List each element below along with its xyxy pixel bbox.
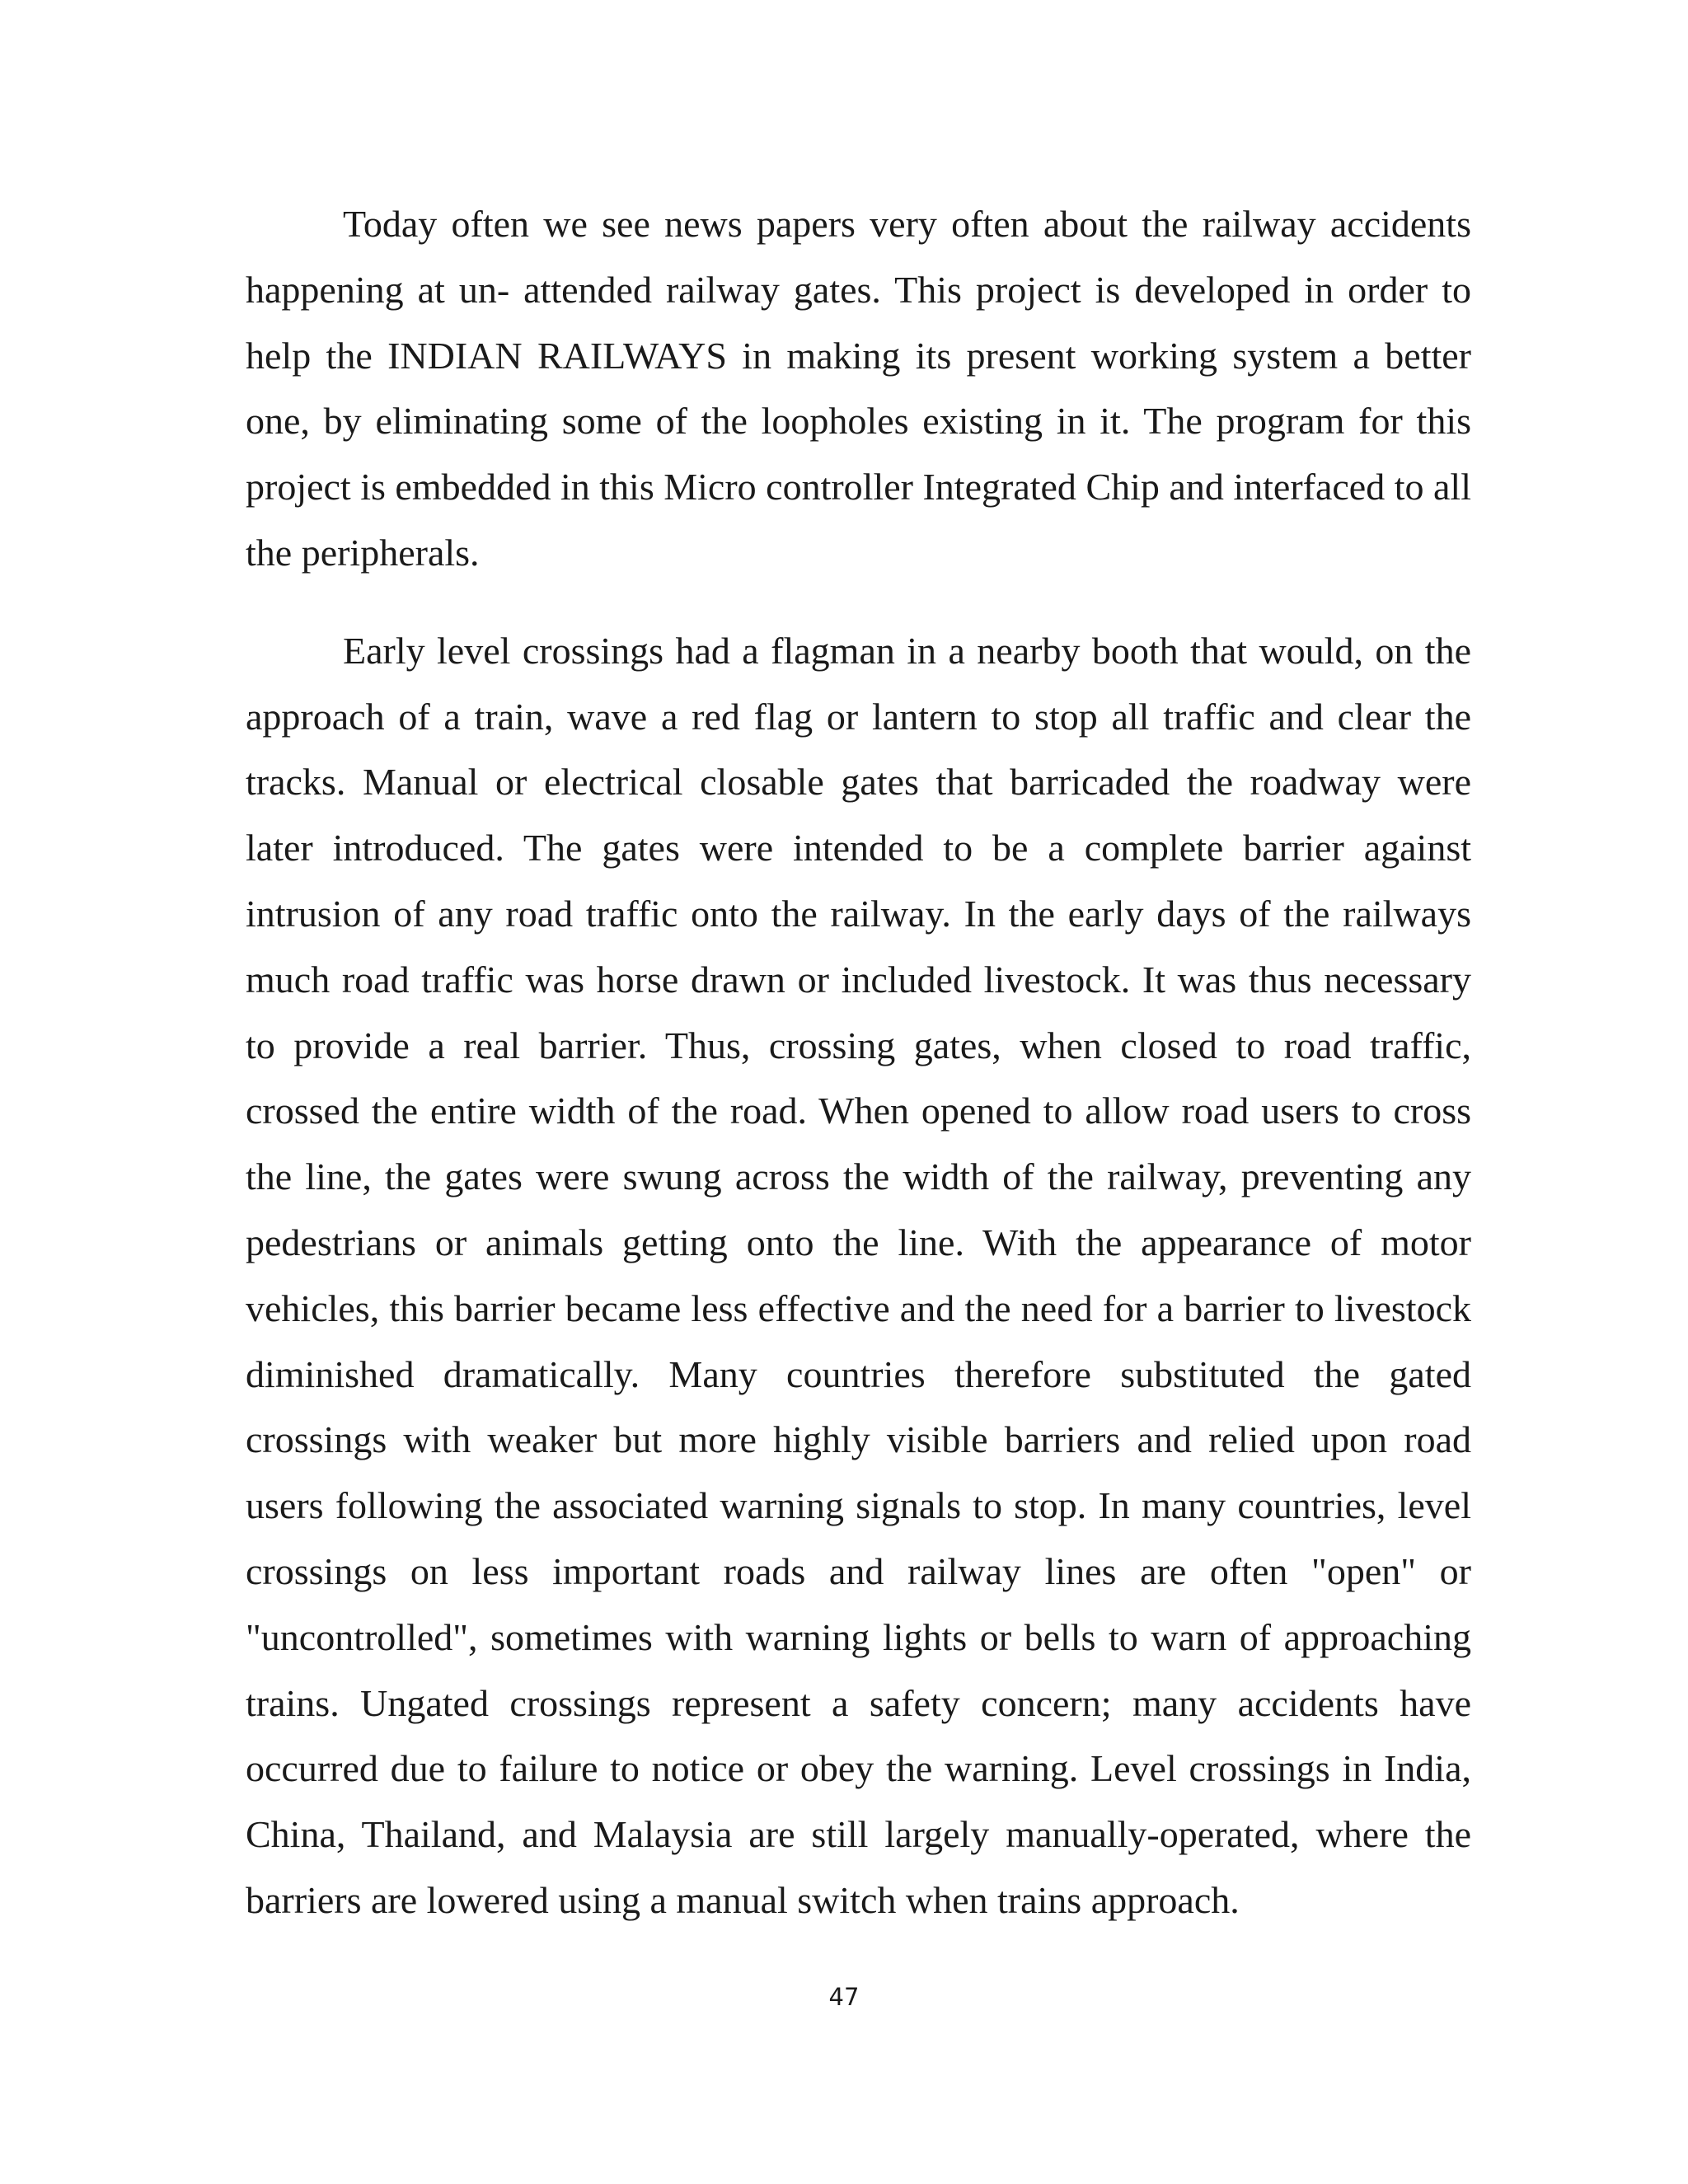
- page-number: 47: [828, 1983, 860, 2011]
- paragraph-railway-accidents: Today often we see news papers very often about the railway accidents happening at un- attended railway gates. This project is developed in order to help the INDIAN RAILWAYS in making its present working system a better one, by eliminating some of the loopholes existing in it. The program for this project is embedded in this Micro controller Integrated Chip and interfaced to all the peripherals.: [246, 203, 1471, 574]
- body-text: [246, 191, 1471, 1933]
- paragraph-level-crossings: Early level crossings had a flagman in a nearby booth that would, on the approach of a train, wave a red flag or lantern to stop all traffic and clear the tracks. Manual or electrical closable gates that barricaded the roadway were later introduced. The gates were intended to be a complete barrier against intrusion of any road traffic onto the railway. In the early days of the railways much road traffic was horse drawn or included livestock. It was thus necessary to provide a real barrier. Thus, crossing gates, when closed to road traffic, crossed the entire width of the road. When opened to allow road users to cross the line, the gates were swung across the width of the railway, preventing any pedestrians or animals getting onto the line. With the appearance of motor vehicles, this barrier became less effective and the need for a barrier to livestock diminished dramatically. Many countries therefore substituted the gated crossings with weaker but more highly visible barriers and relied upon road users following the associated warning signals to stop. In many countries, level crossings on less important roads and railway lines are often "open" or "uncontrolled", sometimes with warning lights or bells to warn of approaching trains. Ungated crossings represent a safety concern; many accidents have occurred due to failure to notice or obey the warning. Level crossings in India, China, Thailand, and Malaysia are still largely manually-operated, where the barriers are lowered using a manual switch when trains approach.: [246, 629, 1471, 1921]
